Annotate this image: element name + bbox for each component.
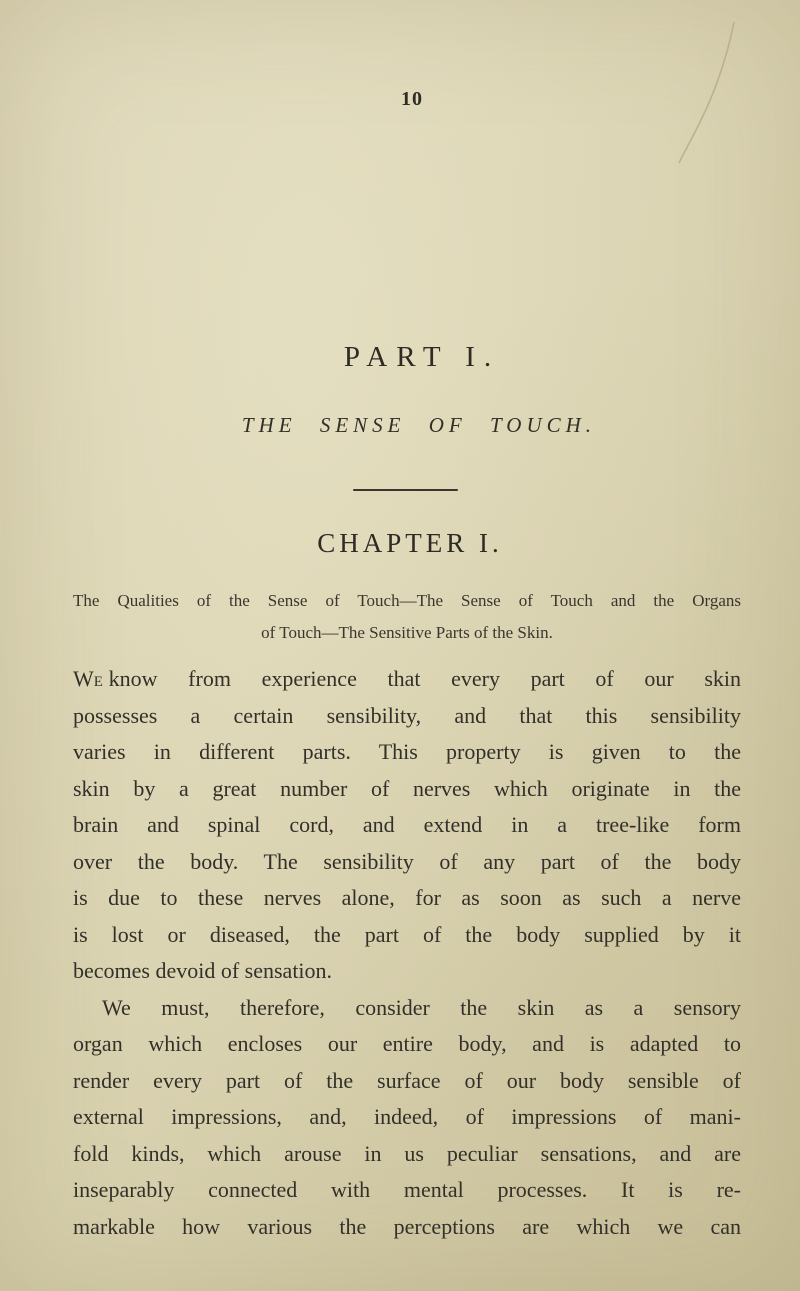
paragraph-line: becomes devoid of sensation.: [73, 958, 333, 983]
paragraph-line: external impressions, and, indeed, of impressions of mani-: [73, 1104, 741, 1129]
paragraph-line: is lost or diseased, the part of the body supplied by it: [73, 921, 741, 947]
paragraph-line: fold kinds, which arouse in us peculiar sensations, and are: [73, 1140, 741, 1166]
page-number: 10: [401, 88, 423, 110]
paragraph-line: is due to these nerves alone, for as soon as such a nerve: [73, 885, 741, 910]
part-heading: PART I.: [343, 341, 501, 373]
paragraph-line: possesses a certain sensibility, and that this sensibility: [73, 702, 741, 728]
paragraph-line: render every part of the surface of our body sensible of: [73, 1067, 741, 1093]
paragraph-line: inseparably connected with mental processes. It is re-: [73, 1177, 741, 1202]
paragraph-line: We must, therefore, consider the skin as a sensory: [102, 994, 741, 1020]
paragraph-line: brain and spinal cord, and extend in a tree-like form: [73, 812, 741, 837]
smallcaps-lead: We: [73, 666, 103, 691]
part-subtitle: THE SENSE OF TOUCH.: [241, 413, 597, 437]
body-text: [73, 661, 741, 1245]
paragraph-line: over the body. The sensibility of any part of the body: [73, 848, 741, 874]
paragraph-line: varies in different parts. This property is given to the: [73, 739, 741, 764]
paragraph-line: skin by a great number of nerves which originate in the: [73, 775, 741, 801]
paragraph-line-text: know from experience that every part of our skin: [108, 666, 741, 691]
section-divider-rule: [353, 489, 458, 491]
chapter-summary-line: of Touch—The Sensitive Parts of the Skin.: [261, 623, 553, 642]
paragraph-line: organ which encloses our entire body, and is adapted to: [73, 1031, 741, 1056]
paragraph-line: markable how various the perceptions are which we can: [73, 1213, 741, 1239]
chapter-heading: CHAPTER I.: [317, 528, 503, 558]
chapter-summary: [73, 585, 741, 649]
chapter-summary-line: The Qualities of the Sense of Touch—The Sense of Touch and the Organs: [73, 591, 741, 610]
paragraph-line: [73, 661, 741, 698]
